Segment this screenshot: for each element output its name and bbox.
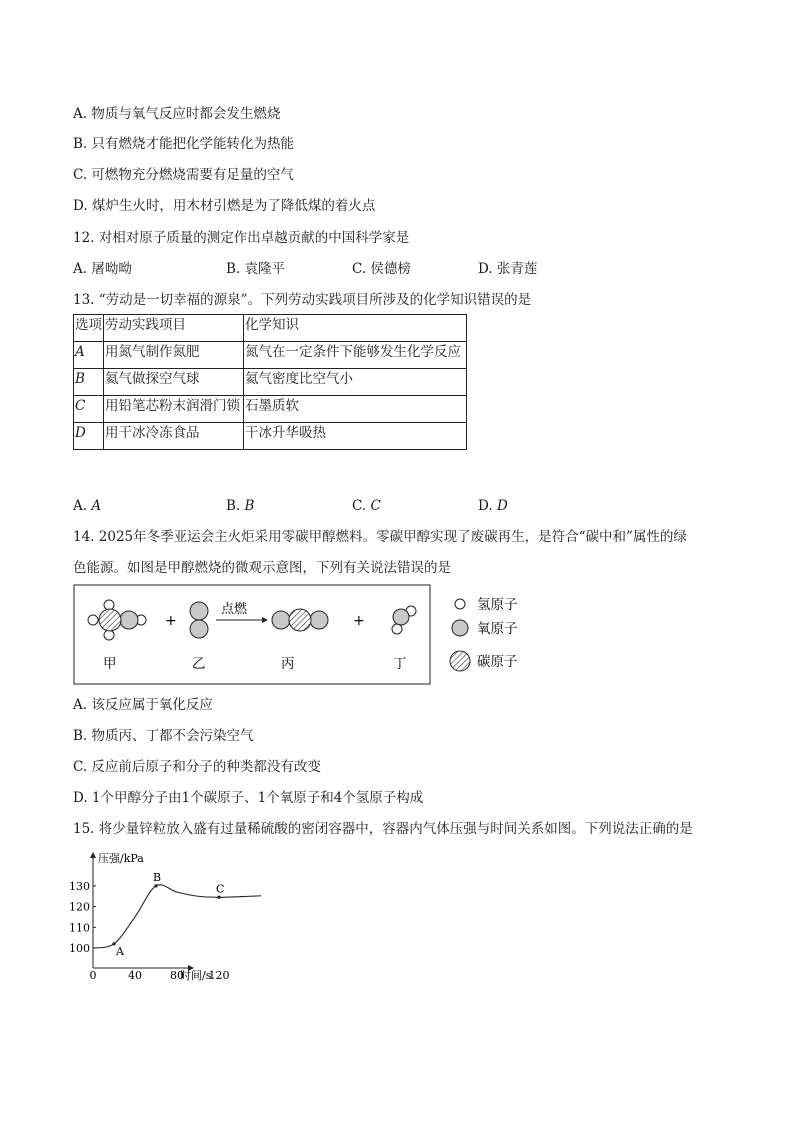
- y-tick-label: 110: [69, 921, 90, 935]
- table-header-cell: 劳动实践项目: [104, 315, 244, 342]
- label-yi: 乙: [192, 656, 206, 672]
- y-tick-label: 100: [69, 942, 90, 955]
- table-cell: 石墨质软: [244, 396, 467, 423]
- q12-option-c: C. 侯德榜: [352, 261, 411, 277]
- table-cell: A: [74, 342, 104, 369]
- table-cell: B: [74, 369, 104, 396]
- table-cell: D: [74, 423, 104, 450]
- water-molecule: [392, 606, 416, 634]
- legend-hydrogen: 氢原子: [477, 597, 518, 613]
- q15-stem: 15. 将少量锌粒放入盛有过量稀硫酸的密闭容器中，容器内气体压强与时间关系如图。下列说法正确的是: [73, 821, 693, 837]
- y-axis-label: 压强/kPa: [98, 852, 144, 865]
- point-label-b: B: [153, 870, 162, 884]
- option-letter: D: [496, 498, 508, 514]
- x-axis-label: 时间/s: [180, 969, 212, 982]
- q11-option-b: B. 只有燃烧才能把化学能转化为热能: [73, 136, 295, 152]
- legend-carbon: 碳原子: [477, 654, 518, 670]
- carbon-atom-icon: [450, 651, 470, 671]
- option-prefix: A.: [73, 498, 92, 514]
- q13-stem: 13. “劳动是一切幸福的源泉”。下列劳动实践项目所涉及的化学知识错误的是: [73, 292, 532, 308]
- table-cell: 用干冰冷冻食品: [104, 423, 244, 450]
- x-tick-label: 120: [208, 969, 230, 982]
- q12-option-d: D. 张青莲: [478, 261, 538, 277]
- x-tick-label: 80: [170, 969, 184, 982]
- point-label-a: A: [116, 944, 124, 958]
- q12-stem: 12. 对相对原子质量的测定作出卓越贡献的中国科学家是: [73, 230, 410, 246]
- oxygen-molecule: [190, 602, 208, 638]
- table-cell: 用氮气制作氮肥: [104, 342, 244, 369]
- pressure-time-chart: [69, 852, 261, 982]
- point-c: [217, 896, 220, 899]
- table-cell: 干冰升华吸热: [244, 423, 467, 450]
- option-letter: A: [91, 498, 102, 514]
- q14-option-a: A. 该反应属于氧化反应: [73, 697, 213, 713]
- table-cell: 用铅笔芯粉末润滑门锁: [104, 396, 244, 423]
- table-header-cell: 选项: [74, 315, 104, 342]
- option-prefix: B.: [226, 498, 245, 514]
- legend-oxygen: 氧原子: [477, 621, 518, 637]
- q14-stem-line2: 色能源。如图是甲醇燃烧的微观示意图，下列有关说法错误的是: [73, 560, 451, 576]
- hydrogen-atom-icon: [455, 599, 465, 609]
- plus-sign: +: [353, 613, 365, 629]
- diagram-frame: [74, 585, 430, 684]
- reaction-arrow: [216, 617, 268, 623]
- label-jia: 甲: [103, 656, 117, 672]
- y-axis-arrow: [90, 852, 96, 858]
- option-prefix: D.: [478, 498, 497, 514]
- y-tick-label: 120: [69, 900, 90, 914]
- table-cell: 氦气做探空气球: [104, 369, 244, 396]
- q12-option-a: A. 屠呦呦: [73, 261, 132, 277]
- methanol-molecule: [88, 600, 146, 640]
- q11-option-a: A. 物质与氧气反应时都会发生燃烧: [73, 106, 281, 122]
- q14-option-c: C. 反应前后原子和分子的种类都没有改变: [73, 759, 321, 775]
- label-bing: 丙: [281, 656, 295, 672]
- point-b: [154, 884, 157, 887]
- label-ding: 丁: [393, 656, 407, 672]
- reaction-condition: 点燃: [221, 602, 248, 617]
- option-letter: B: [244, 498, 255, 514]
- q11-option-c: C. 可燃物充分燃烧需要有足量的空气: [73, 167, 294, 183]
- oxygen-atom-icon: [452, 620, 468, 636]
- q11-option-d: D. 煤炉生火时，用木材引燃是为了降低煤的着火点: [73, 198, 376, 214]
- carbon-dioxide-molecule: [272, 609, 328, 631]
- plus-sign: +: [165, 613, 177, 629]
- table-header-cell: 化学知识: [244, 315, 467, 342]
- q14-option-d: D. 1个甲醇分子由1个碳原子、1个氧原子和4个氢原子构成: [73, 790, 424, 806]
- table-cell: 氮气在一定条件下能够发生化学反应: [244, 342, 467, 369]
- q14-option-b: B. 物质丙、丁都不会污染空气: [73, 728, 254, 744]
- table-cell: C: [74, 396, 104, 423]
- pressure-curve: [93, 885, 261, 948]
- x-tick-label: 0: [89, 969, 97, 982]
- table-cell: 氦气密度比空气小: [244, 369, 467, 396]
- y-tick-label: 130: [69, 879, 90, 893]
- diagram-legend: [450, 597, 518, 671]
- q14-stem-line1: 14. 2025年冬季亚运会主火炬采用零碳甲醇燃料。零碳甲醇实现了废碳再生，是符合“碳中和”属性的绿: [73, 529, 687, 545]
- point-label-c: C: [216, 882, 225, 896]
- x-tick-label: 40: [128, 969, 142, 982]
- option-letter: C: [370, 498, 381, 514]
- q12-option-b: B. 袁隆平: [226, 261, 286, 277]
- option-prefix: C.: [352, 498, 371, 514]
